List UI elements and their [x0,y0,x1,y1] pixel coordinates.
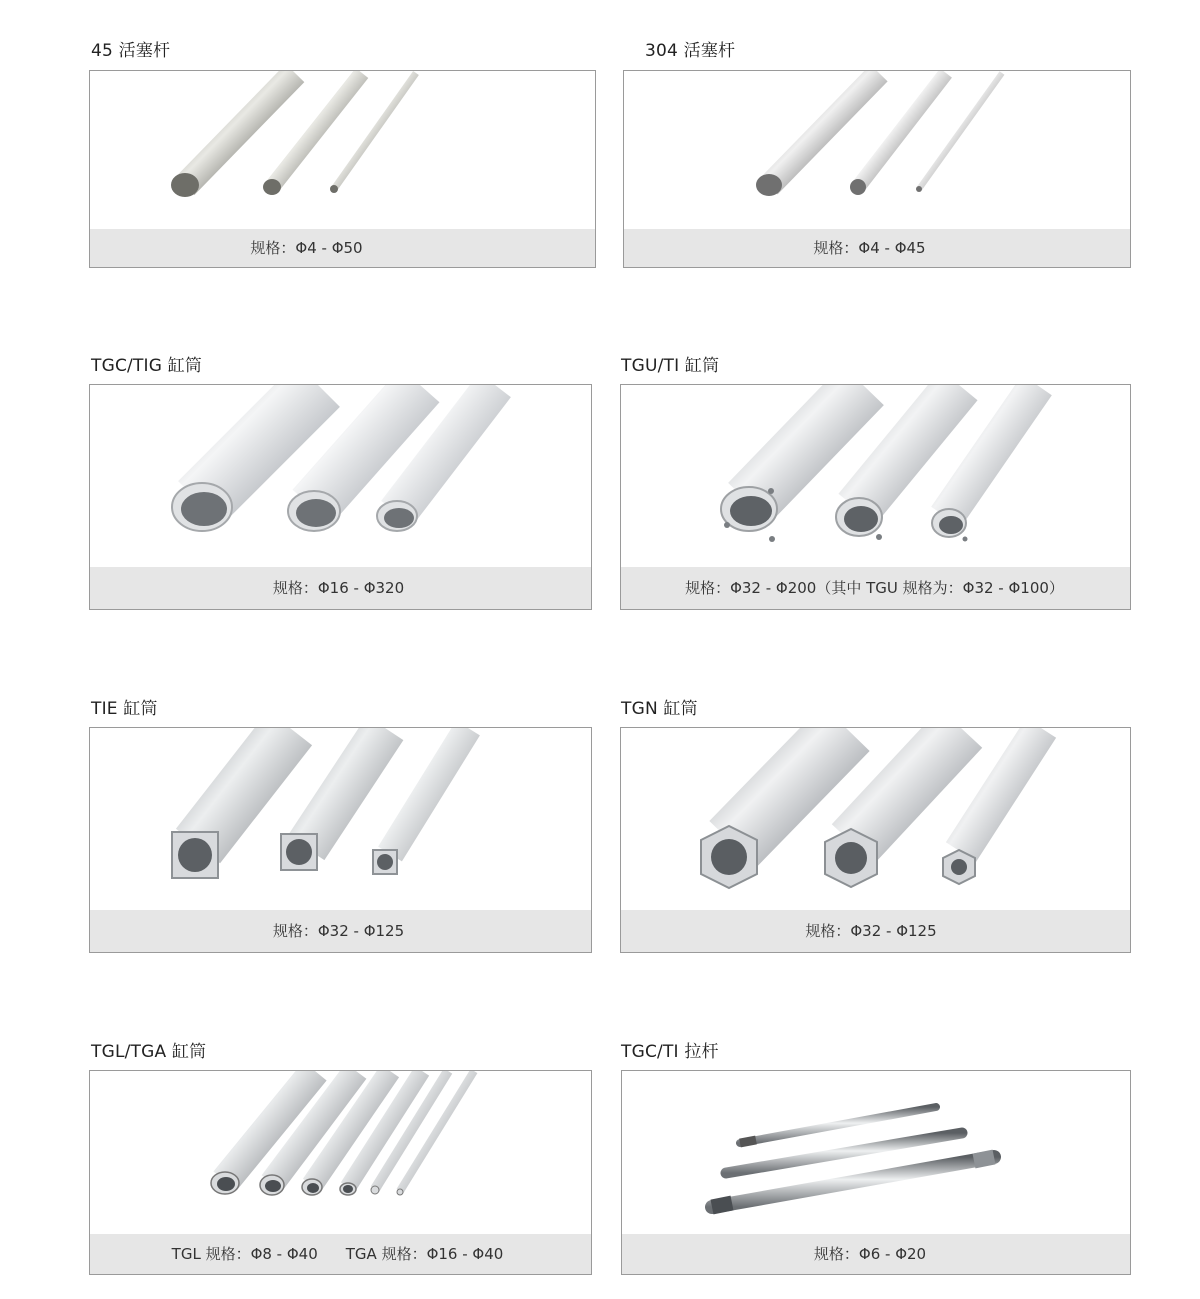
product-frame [89,384,592,610]
product-title: TGC/TIG 缸筒 [91,356,203,376]
spec-text: 规格：Φ16 - Φ320 [272,579,405,597]
product-frame [89,1070,592,1275]
product-image-tie-rods [622,1071,1130,1236]
product-image-grooved-tubes [621,728,1130,911]
spec-text-tgl: TGL 规格：Φ8 - Φ40 [171,1245,318,1263]
product-frame [621,1070,1131,1275]
product-title: TIE 缸筒 [91,699,158,719]
spec-text: 规格：Φ4 - Φ50 [250,239,363,257]
spec-text: 规格：Φ32 - Φ125 [272,922,405,940]
spec-text: 规格：Φ32 - Φ200（其中 TGU 规格为：Φ32 - Φ100） [685,579,1064,597]
product-title: TGL/TGA 缸筒 [91,1042,207,1062]
spec-bar [90,910,591,952]
product-frame [620,727,1131,953]
spec-bar [621,567,1130,609]
product-image-profile-tubes [621,385,1130,568]
spec-text: 规格：Φ4 - Φ45 [813,239,926,257]
spec-text: 规格：Φ32 - Φ125 [805,922,937,940]
spec-bar [90,229,595,267]
product-frame [89,727,592,953]
product-title: 45 活塞杆 [91,41,171,61]
product-image-rods [624,71,1130,230]
product-title: TGN 缸筒 [621,699,698,719]
spec-text-tga: TGA 规格：Φ16 - Φ40 [345,1245,504,1263]
product-image-rods [90,71,595,230]
spec-bar [90,567,591,609]
product-image-tubes [90,385,591,568]
square-tube-large [172,728,290,878]
product-frame [623,70,1131,268]
product-frame [620,384,1131,610]
product-image-small-tubes [90,1071,591,1236]
product-frame [89,70,596,268]
product-title: TGU/TI 缸筒 [621,356,720,376]
spec-bar [624,229,1130,267]
product-title: TGC/TI 拉杆 [621,1042,719,1062]
spec-bar [90,1234,591,1274]
product-title: 304 活塞杆 [645,41,736,61]
spec-text: 规格：Φ6 - Φ20 [813,1245,927,1263]
spec-bar [622,1234,1130,1274]
spec-bar [621,910,1130,952]
product-image-square-tubes [90,728,591,911]
